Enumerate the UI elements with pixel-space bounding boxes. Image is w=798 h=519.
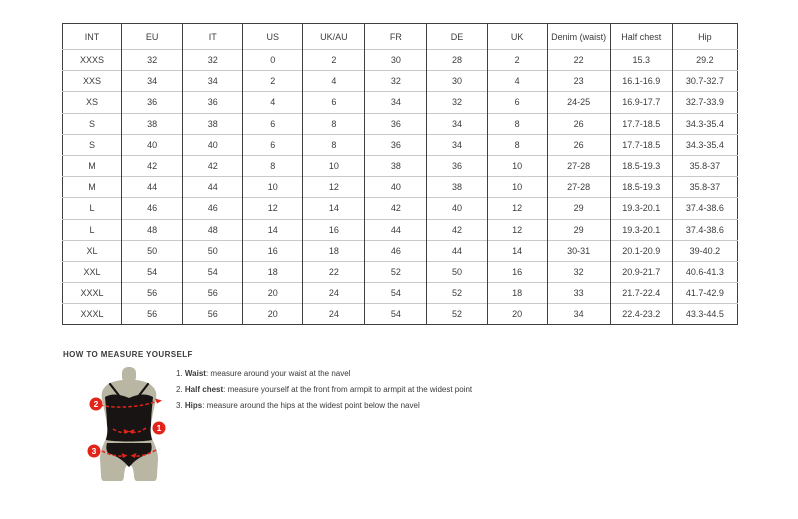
size-value-cell: 32 [427, 92, 487, 113]
marker-waist [153, 422, 166, 435]
size-value-cell: 56 [183, 304, 243, 325]
size-value-cell: 38 [365, 155, 427, 176]
size-value-cell: 34 [427, 134, 487, 155]
size-value-cell: 34 [183, 71, 243, 92]
measurement-figure [74, 363, 189, 485]
step-label: Hips [184, 401, 203, 410]
measure-step [176, 369, 472, 378]
size-value-cell: 22.4-23.2 [610, 304, 672, 325]
size-value-cell: 4 [243, 92, 303, 113]
size-value-cell: 21.7-22.4 [610, 283, 672, 304]
size-value-cell: 16 [303, 219, 365, 240]
size-value-cell: 20.1-20.9 [610, 240, 672, 261]
size-value-cell: 20 [243, 283, 303, 304]
size-value-cell: 32 [547, 261, 610, 282]
size-value-cell: 6 [487, 92, 547, 113]
size-value-cell: 38 [427, 177, 487, 198]
size-value-cell: 29 [547, 219, 610, 240]
size-value-cell: 18 [243, 261, 303, 282]
size-value-cell: 40 [365, 177, 427, 198]
size-value-cell: 8 [487, 113, 547, 134]
size-chart [62, 23, 738, 325]
size-value-cell: 10 [487, 177, 547, 198]
table-row [63, 134, 738, 155]
size-value-cell: 44 [122, 177, 183, 198]
size-value-cell: 27-28 [547, 177, 610, 198]
size-value-cell: 10 [303, 155, 365, 176]
column-header: US [243, 24, 303, 50]
size-value-cell: 39-40.2 [672, 240, 737, 261]
size-value-cell: 8 [487, 134, 547, 155]
step-number: 3. [176, 401, 185, 410]
table-row [63, 177, 738, 198]
size-value-cell: 18 [303, 240, 365, 261]
size-label-cell: L [63, 219, 122, 240]
size-value-cell: 18 [487, 283, 547, 304]
size-value-cell: 56 [122, 304, 183, 325]
size-value-cell: 12 [487, 198, 547, 219]
size-value-cell: 34 [365, 92, 427, 113]
size-value-cell: 17.7-18.5 [610, 134, 672, 155]
marker-half-chest [90, 398, 103, 411]
size-value-cell: 36 [365, 113, 427, 134]
size-value-cell: 43.3-44.5 [672, 304, 737, 325]
size-value-cell: 52 [427, 304, 487, 325]
size-value-cell: 30 [427, 71, 487, 92]
size-value-cell: 24 [303, 304, 365, 325]
size-value-cell: 46 [365, 240, 427, 261]
column-header: FR [365, 24, 427, 50]
size-value-cell: 10 [487, 155, 547, 176]
size-value-cell: 32 [183, 50, 243, 71]
size-value-cell: 8 [243, 155, 303, 176]
size-value-cell: 23 [547, 71, 610, 92]
size-value-cell: 32.7-33.9 [672, 92, 737, 113]
size-value-cell: 8 [303, 113, 365, 134]
size-value-cell: 24 [303, 283, 365, 304]
step-number: 1. [176, 369, 185, 378]
size-value-cell: 19.3-20.1 [610, 198, 672, 219]
size-value-cell: 30-31 [547, 240, 610, 261]
size-value-cell: 2 [243, 71, 303, 92]
marker-hips-number: 3 [91, 446, 97, 456]
column-header: IT [183, 24, 243, 50]
size-value-cell: 6 [243, 134, 303, 155]
size-value-cell: 24-25 [547, 92, 610, 113]
size-value-cell: 34 [122, 71, 183, 92]
measure-step [176, 385, 472, 394]
size-value-cell: 34.3-35.4 [672, 134, 737, 155]
size-value-cell: 33 [547, 283, 610, 304]
size-label-cell: XXL [63, 261, 122, 282]
size-value-cell: 36 [365, 134, 427, 155]
size-value-cell: 40 [427, 198, 487, 219]
size-value-cell: 48 [122, 219, 183, 240]
size-value-cell: 42 [365, 198, 427, 219]
size-value-cell: 30.7-32.7 [672, 71, 737, 92]
size-value-cell: 40 [183, 134, 243, 155]
table-row [63, 219, 738, 240]
header-row [63, 24, 738, 50]
step-text: : measure around the hips at the widest point below the navel [202, 401, 420, 410]
size-value-cell: 48 [183, 219, 243, 240]
size-value-cell: 42 [183, 155, 243, 176]
size-value-cell: 54 [365, 304, 427, 325]
size-value-cell: 56 [122, 283, 183, 304]
size-value-cell: 30 [365, 50, 427, 71]
size-value-cell: 12 [243, 198, 303, 219]
column-header: EU [122, 24, 183, 50]
size-value-cell: 14 [303, 198, 365, 219]
column-header: UK/AU [303, 24, 365, 50]
size-value-cell: 56 [183, 283, 243, 304]
mannequin-illustration [74, 363, 189, 485]
size-value-cell: 16.9-17.7 [610, 92, 672, 113]
size-chart-table [62, 23, 738, 325]
table-row [63, 92, 738, 113]
size-value-cell: 20 [243, 304, 303, 325]
table-row [63, 304, 738, 325]
size-label-cell: XL [63, 240, 122, 261]
size-label-cell: M [63, 155, 122, 176]
size-value-cell: 37.4-38.6 [672, 198, 737, 219]
size-value-cell: 2 [487, 50, 547, 71]
size-value-cell: 44 [183, 177, 243, 198]
size-value-cell: 22 [303, 261, 365, 282]
size-value-cell: 26 [547, 134, 610, 155]
size-value-cell: 52 [365, 261, 427, 282]
table-row [63, 71, 738, 92]
table-row [63, 155, 738, 176]
table-row [63, 261, 738, 282]
size-value-cell: 46 [122, 198, 183, 219]
size-value-cell: 38 [183, 113, 243, 134]
column-header: DE [427, 24, 487, 50]
size-value-cell: 50 [427, 261, 487, 282]
size-value-cell: 35.8-37 [672, 177, 737, 198]
size-label-cell: XXXL [63, 304, 122, 325]
size-value-cell: 32 [122, 50, 183, 71]
marker-waist-number: 1 [156, 423, 162, 433]
size-value-cell: 14 [487, 240, 547, 261]
table-row [63, 50, 738, 71]
size-value-cell: 46 [183, 198, 243, 219]
size-value-cell: 27-28 [547, 155, 610, 176]
step-text: : measure around your waist at the navel [205, 369, 351, 378]
column-header: Half chest [610, 24, 672, 50]
size-value-cell: 20 [487, 304, 547, 325]
size-label-cell: S [63, 113, 122, 134]
size-label-cell: XXS [63, 71, 122, 92]
step-label: Half chest [184, 385, 224, 394]
size-value-cell: 52 [427, 283, 487, 304]
size-value-cell: 28 [427, 50, 487, 71]
size-value-cell: 42 [122, 155, 183, 176]
size-value-cell: 4 [303, 71, 365, 92]
size-value-cell: 29.2 [672, 50, 737, 71]
size-value-cell: 15.3 [610, 50, 672, 71]
measure-step [176, 401, 472, 410]
size-label-cell: XXXS [63, 50, 122, 71]
size-value-cell: 2 [303, 50, 365, 71]
camisole-top [105, 394, 153, 441]
size-label-cell: XXXL [63, 283, 122, 304]
size-value-cell: 44 [365, 219, 427, 240]
column-header: UK [487, 24, 547, 50]
size-value-cell: 32 [365, 71, 427, 92]
size-value-cell: 36 [122, 92, 183, 113]
size-value-cell: 54 [122, 261, 183, 282]
size-value-cell: 12 [303, 177, 365, 198]
size-value-cell: 36 [183, 92, 243, 113]
size-value-cell: 18.5-19.3 [610, 177, 672, 198]
size-value-cell: 29 [547, 198, 610, 219]
size-value-cell: 34.3-35.4 [672, 113, 737, 134]
size-value-cell: 26 [547, 113, 610, 134]
column-header: INT [84, 31, 100, 42]
marker-half-chest-number: 2 [93, 399, 99, 409]
size-value-cell: 35.8-37 [672, 155, 737, 176]
size-label-cell: S [63, 134, 122, 155]
size-label-cell: XS [63, 92, 122, 113]
size-value-cell: 50 [183, 240, 243, 261]
size-value-cell: 16 [243, 240, 303, 261]
column-header: Hip [672, 24, 737, 50]
size-value-cell: 14 [243, 219, 303, 240]
marker-hips [88, 445, 101, 458]
size-value-cell: 34 [427, 113, 487, 134]
size-value-cell: 40.6-41.3 [672, 261, 737, 282]
size-value-cell: 54 [183, 261, 243, 282]
table-row [63, 113, 738, 134]
size-value-cell: 38 [122, 113, 183, 134]
size-value-cell: 44 [427, 240, 487, 261]
size-value-cell: 40 [122, 134, 183, 155]
size-value-cell: 16 [487, 261, 547, 282]
size-value-cell: 20.9-21.7 [610, 261, 672, 282]
size-value-cell: 22 [547, 50, 610, 71]
size-value-cell: 17.7-18.5 [610, 113, 672, 134]
size-value-cell: 6 [243, 113, 303, 134]
size-value-cell: 6 [303, 92, 365, 113]
size-value-cell: 42 [427, 219, 487, 240]
size-value-cell: 12 [487, 219, 547, 240]
half-chest-arrowhead [155, 399, 162, 404]
size-value-cell: 41.7-42.9 [672, 283, 737, 304]
step-number: 2. [176, 385, 185, 394]
table-row [63, 240, 738, 261]
size-value-cell: 54 [365, 283, 427, 304]
column-header: Denim (waist) [547, 24, 610, 50]
table-row [63, 198, 738, 219]
step-label: Waist [184, 369, 206, 378]
size-value-cell: 10 [243, 177, 303, 198]
size-value-cell: 8 [303, 134, 365, 155]
size-value-cell: 0 [243, 50, 303, 71]
step-text: : measure yourself at the front from armpit to armpit at the widest point [223, 385, 473, 394]
size-value-cell: 50 [122, 240, 183, 261]
size-label-cell: L [63, 198, 122, 219]
size-label-cell: M [63, 177, 122, 198]
size-chart-body [63, 50, 738, 325]
size-chart-header [63, 24, 738, 50]
size-value-cell: 19.3-20.1 [610, 219, 672, 240]
table-row [63, 283, 738, 304]
size-value-cell: 36 [427, 155, 487, 176]
size-value-cell: 18.5-19.3 [610, 155, 672, 176]
size-value-cell: 37.4-38.6 [672, 219, 737, 240]
size-value-cell: 4 [487, 71, 547, 92]
measure-steps-list [176, 369, 472, 417]
size-value-cell: 34 [547, 304, 610, 325]
size-value-cell: 16.1-16.9 [610, 71, 672, 92]
measure-section-title: HOW TO MEASURE YOURSELF [63, 350, 193, 359]
